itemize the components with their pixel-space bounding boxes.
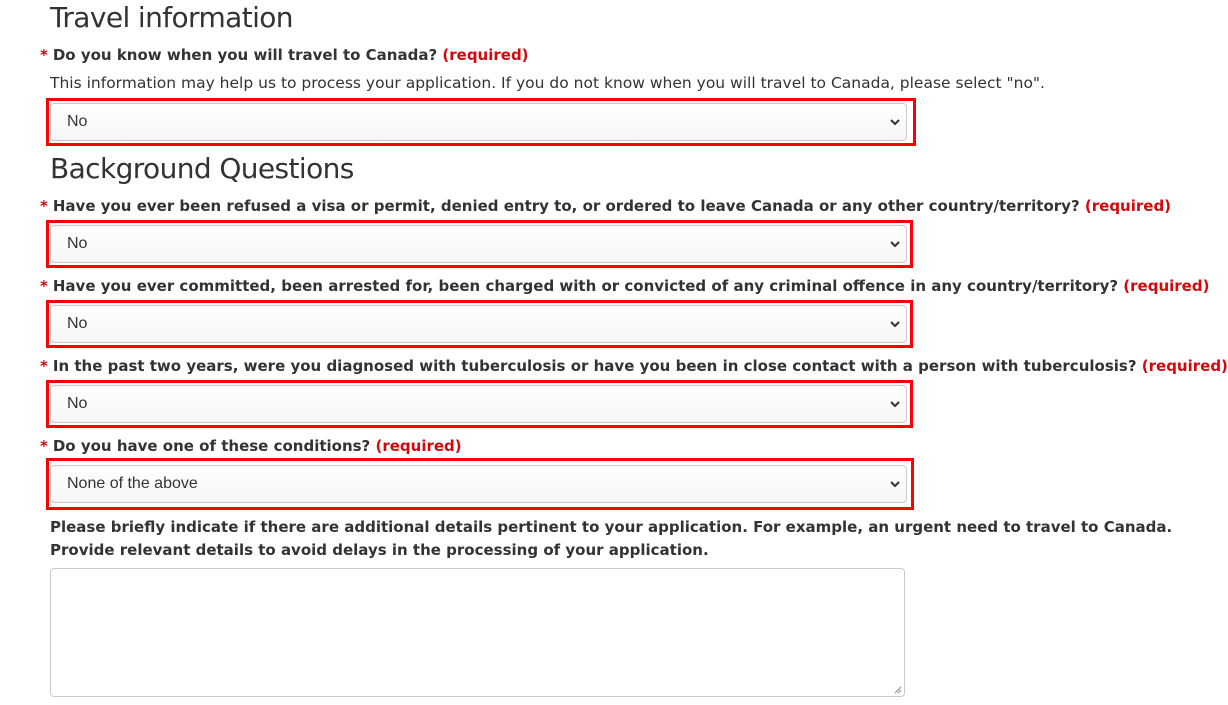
select-value: None of the above [67,475,198,492]
conditions-select[interactable] [50,465,907,503]
chevron-down-icon [889,238,901,250]
travel-select-value: No [67,113,88,130]
required-indicator: (required) [1084,197,1172,215]
refused-visa-question-label [40,199,1171,214]
chevron-down-icon [889,116,901,128]
select-value: No [67,315,88,332]
criminal-offence-select[interactable] [50,305,907,343]
question-text: Have you ever been refused a visa or permit, denied entry to, or ordered to leave Canada or any other country/territory? [52,197,1080,215]
required-indicator: (required) [1141,357,1228,375]
travel-question-label [40,48,529,63]
required-star: * [40,197,48,215]
resize-handle-icon[interactable] [892,684,902,694]
tuberculosis-select[interactable] [50,385,907,423]
travel-select-highlight [46,98,916,146]
additional-details-textarea[interactable] [50,568,905,697]
required-star: * [40,357,48,375]
travel-help-text: This information may help us to process your application. If you do not know when you will travel to Canada, please select "no". [50,74,1045,92]
question-text: In the past two years, were you diagnosed with tuberculosis or have you been in close contact with a person with tuberculosis? [52,357,1137,375]
travel-question-text: Do you know when you will travel to Canada? [52,46,438,64]
tuberculosis-question-label [40,359,1228,374]
conditions-select-highlight [46,458,914,510]
chevron-down-icon [889,318,901,330]
background-heading: Background Questions [50,152,354,185]
required-indicator: (required) [375,437,462,455]
additional-details-label: Please briefly indicate if there are additional details pertinent to your application. For example, an urgent need to travel to Canada. Provide relevant details to avoid delays in the processing of your application. [50,518,1173,559]
chevron-down-icon [889,478,901,490]
criminal-offence-select-highlight [46,300,913,348]
question-text: Have you ever committed, been arrested for, been charged with or convicted of any criminal offence in any country/territory? [52,277,1119,295]
required-star: * [40,46,48,64]
select-value: No [67,235,88,252]
required-star: * [40,437,48,455]
refused-visa-select[interactable] [50,225,907,263]
tuberculosis-select-highlight [46,380,913,428]
select-value: No [67,395,88,412]
criminal-offence-question-label [40,279,1209,294]
question-text: Do you have one of these conditions? [52,437,371,455]
conditions-question-label [40,439,462,454]
required-star: * [40,277,48,295]
travel-date-select[interactable] [50,103,907,141]
required-indicator: (required) [1123,277,1210,295]
chevron-down-icon [889,398,901,410]
travel-heading: Travel information [50,1,293,34]
required-indicator: (required) [442,46,529,64]
refused-visa-select-highlight [46,220,913,268]
